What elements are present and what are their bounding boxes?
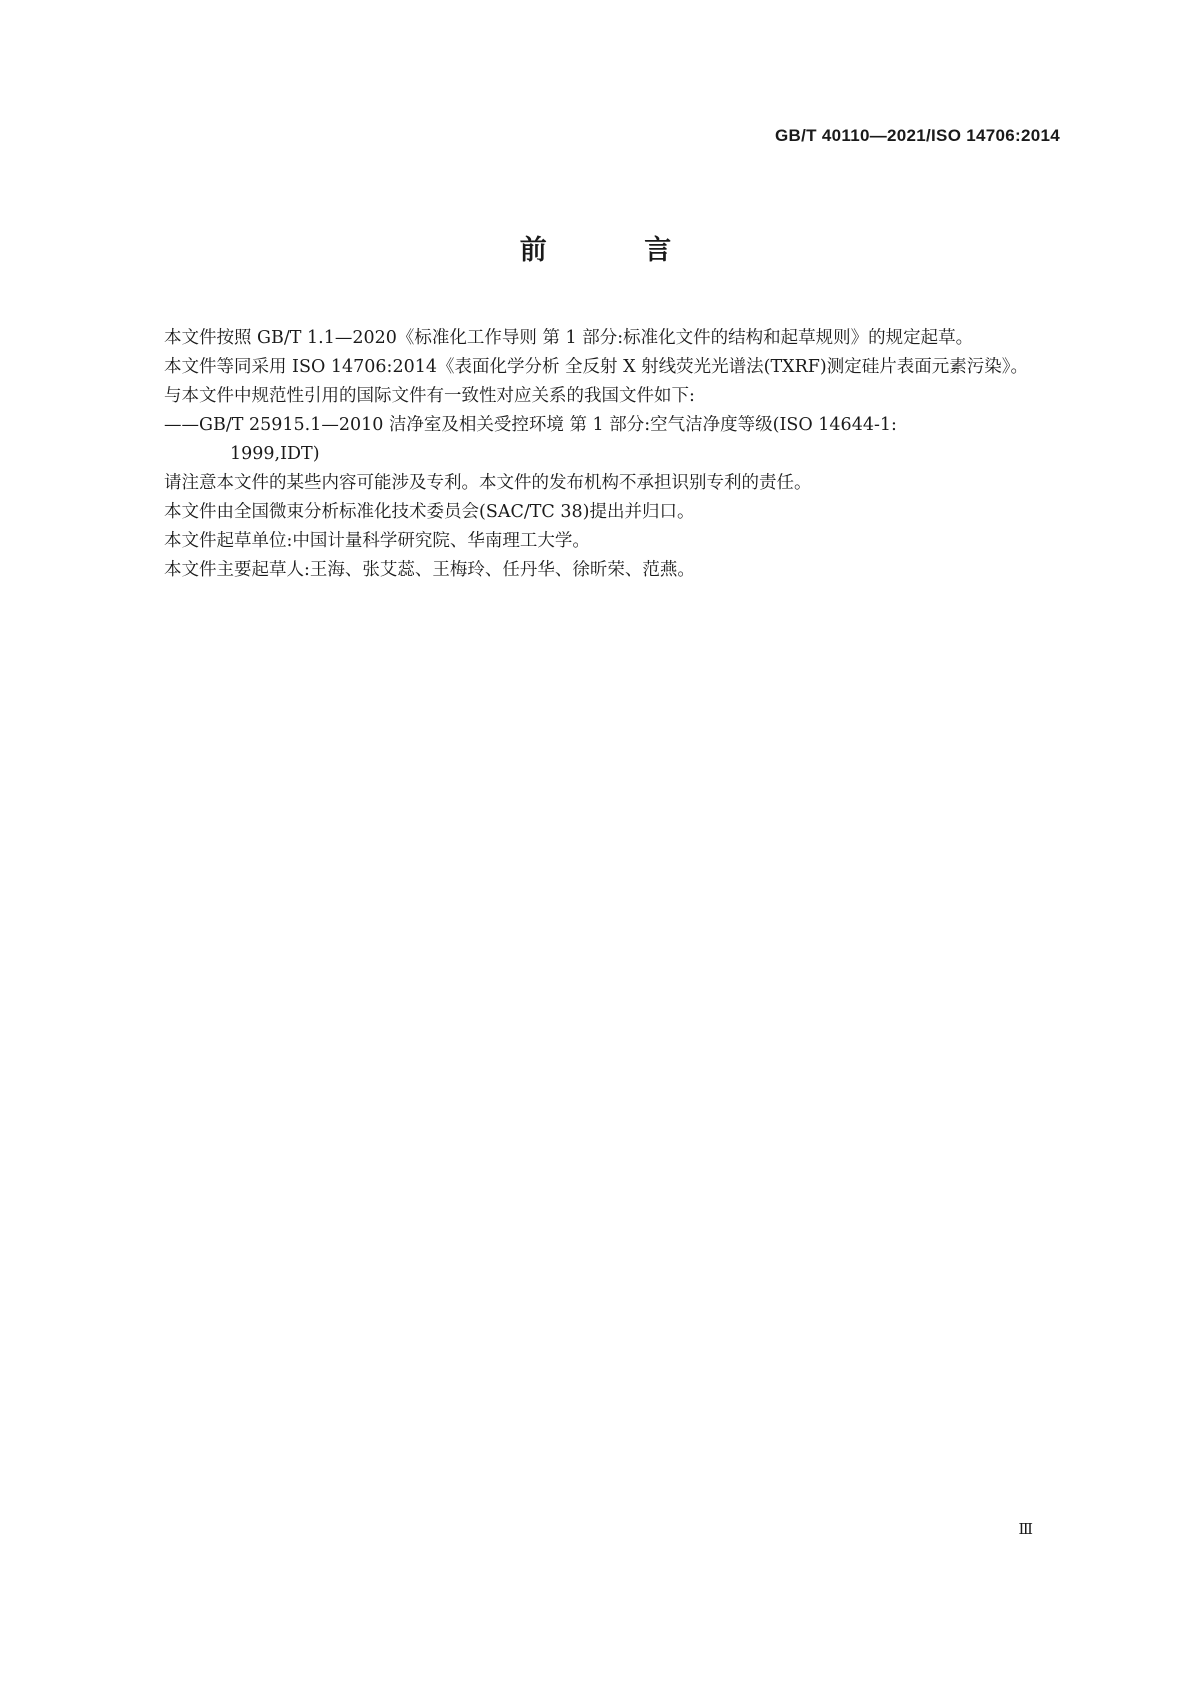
document-body <box>120 324 1072 585</box>
list-item-continuation: 1999,IDT) <box>230 444 320 464</box>
paragraph-adoption: 本文件等同采用 ISO 14706:2014《表面化学分析 全反射 X 射线荧光光谱法(TXRF)测定硅片表面元素污染》。 <box>164 357 1028 377</box>
paragraph-drafters: 本文件主要起草人:王海、张艾蕊、王梅玲、任丹华、徐昕荣、范燕。 <box>164 560 695 580</box>
paragraph-proposer: 本文件由全国微束分析标准化技术委员会(SAC/TC 38)提出并归口。 <box>164 502 695 522</box>
list-item-line: ——GB/T 25915.1—2010 洁净室及相关受控环境 第 1 部分:空气洁净度等级(ISO 14644-1: <box>164 415 897 435</box>
paragraph-patent-notice: 请注意本文件的某些内容可能涉及专利。本文件的发布机构不承担识别专利的责任。 <box>164 473 812 493</box>
list-item <box>120 411 1072 469</box>
standard-code: GB/T 40110—2021/ISO 14706:2014 <box>775 126 1060 145</box>
paragraph-drafting-units: 本文件起草单位:中国计量科学研究院、华南理工大学。 <box>164 531 590 551</box>
page-number: Ⅲ <box>1018 1520 1033 1538</box>
page-title: 前 言 <box>519 235 716 266</box>
paragraph-drafting-rules: 本文件按照 GB/T 1.1—2020《标准化工作导则 第 1 部分:标准化文件的结构和起草规则》的规定起草。 <box>164 328 974 348</box>
paragraph-correspondence: 与本文件中规范性引用的国际文件有一致性对应关系的我国文件如下: <box>164 386 695 406</box>
